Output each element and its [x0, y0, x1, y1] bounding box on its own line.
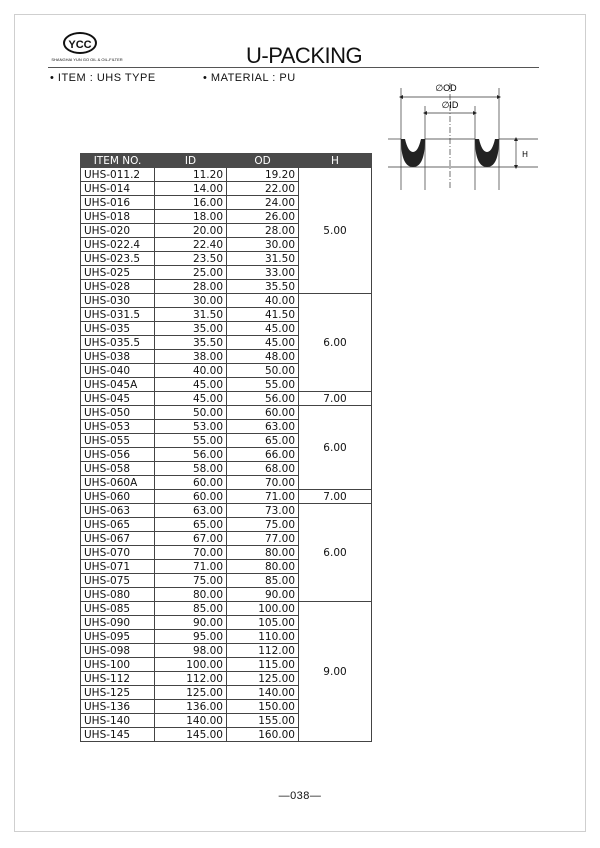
id-cell: 53.00: [155, 420, 227, 434]
item-no-cell: UHS-065: [81, 518, 155, 532]
id-cell: 60.00: [155, 490, 227, 504]
specification-table: [80, 153, 372, 742]
od-cell: 40.00: [227, 294, 299, 308]
page-number: —038—: [278, 790, 322, 802]
id-cell: 16.00: [155, 196, 227, 210]
column-header-item-no: ITEM NO.: [81, 154, 155, 168]
od-cell: 70.00: [227, 476, 299, 490]
od-cell: 105.00: [227, 616, 299, 630]
id-cell: 112.00: [155, 672, 227, 686]
item-no-cell: UHS-028: [81, 280, 155, 294]
id-cell: 63.00: [155, 504, 227, 518]
table-body: [81, 168, 372, 742]
item-no-cell: UHS-056: [81, 448, 155, 462]
seal-profile-right: [475, 139, 499, 167]
id-cell: 65.00: [155, 518, 227, 532]
item-no-cell: UHS-018: [81, 210, 155, 224]
u-packing-cross-section-diagram: [388, 78, 540, 193]
od-cell: 19.20: [227, 168, 299, 182]
id-cell: 25.00: [155, 266, 227, 280]
item-no-cell: UHS-022.4: [81, 238, 155, 252]
od-cell: 110.00: [227, 630, 299, 644]
item-no-cell: UHS-085: [81, 602, 155, 616]
od-cell: 115.00: [227, 658, 299, 672]
item-no-cell: UHS-030: [81, 294, 155, 308]
id-cell: 98.00: [155, 644, 227, 658]
od-cell: 60.00: [227, 406, 299, 420]
item-no-cell: UHS-095: [81, 630, 155, 644]
id-cell: 45.00: [155, 392, 227, 406]
item-no-cell: UHS-067: [81, 532, 155, 546]
item-no-cell: UHS-011.2: [81, 168, 155, 182]
h-cell: 6.00: [299, 406, 372, 490]
od-cell: 24.00: [227, 196, 299, 210]
od-cell: 80.00: [227, 546, 299, 560]
od-cell: 65.00: [227, 434, 299, 448]
h-cell: 6.00: [299, 294, 372, 392]
id-cell: 80.00: [155, 588, 227, 602]
od-cell: 80.00: [227, 560, 299, 574]
id-cell: 71.00: [155, 560, 227, 574]
table-row: [81, 392, 372, 406]
od-cell: 155.00: [227, 714, 299, 728]
column-header-od: OD: [227, 154, 299, 168]
item-no-cell: UHS-071: [81, 560, 155, 574]
item-no-cell: UHS-035: [81, 322, 155, 336]
item-no-cell: UHS-112: [81, 672, 155, 686]
id-cell: 38.00: [155, 350, 227, 364]
item-no-cell: UHS-023.5: [81, 252, 155, 266]
item-no-cell: UHS-053: [81, 420, 155, 434]
item-no-cell: UHS-090: [81, 616, 155, 630]
item-no-cell: UHS-075: [81, 574, 155, 588]
h-cell: 6.00: [299, 504, 372, 602]
seal-profile-left: [401, 139, 425, 167]
id-cell: 60.00: [155, 476, 227, 490]
od-cell: 41.50: [227, 308, 299, 322]
od-cell: 100.00: [227, 602, 299, 616]
item-no-cell: UHS-045: [81, 392, 155, 406]
header-rule: [48, 67, 539, 68]
id-cell: 35.50: [155, 336, 227, 350]
id-cell: 23.50: [155, 252, 227, 266]
id-cell: 75.00: [155, 574, 227, 588]
od-cell: 22.00: [227, 182, 299, 196]
item-no-cell: UHS-038: [81, 350, 155, 364]
table-row: [81, 168, 372, 182]
item-no-cell: UHS-014: [81, 182, 155, 196]
id-cell: 58.00: [155, 462, 227, 476]
column-header-id: ID: [155, 154, 227, 168]
id-cell: 18.00: [155, 210, 227, 224]
id-cell: 20.00: [155, 224, 227, 238]
item-no-cell: UHS-145: [81, 728, 155, 742]
id-cell: 70.00: [155, 546, 227, 560]
id-cell: 67.00: [155, 532, 227, 546]
h-cell: 7.00: [299, 392, 372, 406]
page-title: U-PACKING: [246, 43, 363, 68]
item-no-cell: UHS-045A: [81, 378, 155, 392]
od-cell: 56.00: [227, 392, 299, 406]
h-cell: 7.00: [299, 490, 372, 504]
od-cell: 30.00: [227, 238, 299, 252]
od-cell: 68.00: [227, 462, 299, 476]
id-cell: 11.20: [155, 168, 227, 182]
od-cell: 140.00: [227, 686, 299, 700]
item-no-cell: UHS-063: [81, 504, 155, 518]
od-cell: 160.00: [227, 728, 299, 742]
material-label: • MATERIAL : PU: [203, 72, 296, 84]
id-cell: 90.00: [155, 616, 227, 630]
od-cell: 75.00: [227, 518, 299, 532]
id-cell: 22.40: [155, 238, 227, 252]
item-no-cell: UHS-070: [81, 546, 155, 560]
item-no-cell: UHS-080: [81, 588, 155, 602]
od-cell: 26.00: [227, 210, 299, 224]
od-cell: 35.50: [227, 280, 299, 294]
od-label: ∅OD: [435, 83, 457, 93]
item-no-cell: UHS-098: [81, 644, 155, 658]
id-cell: 50.00: [155, 406, 227, 420]
od-cell: 55.00: [227, 378, 299, 392]
table-row: [81, 294, 372, 308]
od-cell: 33.00: [227, 266, 299, 280]
table-row: [81, 406, 372, 420]
od-cell: 71.00: [227, 490, 299, 504]
id-cell: 35.00: [155, 322, 227, 336]
od-cell: 77.00: [227, 532, 299, 546]
item-type-label: • ITEM : UHS TYPE: [50, 72, 156, 84]
od-cell: 28.00: [227, 224, 299, 238]
id-cell: 85.00: [155, 602, 227, 616]
h-cell: 5.00: [299, 168, 372, 294]
od-cell: 63.00: [227, 420, 299, 434]
h-label: H: [522, 150, 528, 159]
id-cell: 95.00: [155, 630, 227, 644]
table-row: [81, 504, 372, 518]
item-no-cell: UHS-035.5: [81, 336, 155, 350]
od-cell: 45.00: [227, 322, 299, 336]
id-cell: 140.00: [155, 714, 227, 728]
id-cell: 31.50: [155, 308, 227, 322]
od-cell: 31.50: [227, 252, 299, 266]
item-no-cell: UHS-031.5: [81, 308, 155, 322]
table-row: [81, 490, 372, 504]
item-no-cell: UHS-055: [81, 434, 155, 448]
id-cell: 56.00: [155, 448, 227, 462]
od-cell: 45.00: [227, 336, 299, 350]
company-logo: [48, 32, 126, 64]
item-no-cell: UHS-125: [81, 686, 155, 700]
od-cell: 50.00: [227, 364, 299, 378]
item-no-cell: UHS-040: [81, 364, 155, 378]
id-cell: 28.00: [155, 280, 227, 294]
od-cell: 73.00: [227, 504, 299, 518]
item-no-cell: UHS-100: [81, 658, 155, 672]
id-cell: 40.00: [155, 364, 227, 378]
od-cell: 90.00: [227, 588, 299, 602]
od-cell: 150.00: [227, 700, 299, 714]
id-label: ∅ID: [441, 100, 459, 110]
item-no-cell: UHS-020: [81, 224, 155, 238]
logo-emblem: YCC: [63, 32, 97, 54]
logo-subtitle: SHANGHAI YUN GO OIL & OIL-FILTER: [51, 57, 123, 62]
item-no-cell: UHS-050: [81, 406, 155, 420]
item-no-cell: UHS-016: [81, 196, 155, 210]
id-cell: 100.00: [155, 658, 227, 672]
item-no-cell: UHS-058: [81, 462, 155, 476]
id-cell: 45.00: [155, 378, 227, 392]
item-no-cell: UHS-060: [81, 490, 155, 504]
table-row: [81, 602, 372, 616]
id-cell: 145.00: [155, 728, 227, 742]
od-cell: 66.00: [227, 448, 299, 462]
column-header-h: H: [299, 154, 372, 168]
item-no-cell: UHS-136: [81, 700, 155, 714]
item-no-cell: UHS-140: [81, 714, 155, 728]
item-no-cell: UHS-060A: [81, 476, 155, 490]
id-cell: 14.00: [155, 182, 227, 196]
item-no-cell: UHS-025: [81, 266, 155, 280]
id-cell: 136.00: [155, 700, 227, 714]
od-cell: 125.00: [227, 672, 299, 686]
id-cell: 55.00: [155, 434, 227, 448]
id-cell: 125.00: [155, 686, 227, 700]
od-cell: 85.00: [227, 574, 299, 588]
od-cell: 112.00: [227, 644, 299, 658]
table-header-row: [81, 154, 372, 168]
od-cell: 48.00: [227, 350, 299, 364]
h-cell: 9.00: [299, 602, 372, 742]
id-cell: 30.00: [155, 294, 227, 308]
